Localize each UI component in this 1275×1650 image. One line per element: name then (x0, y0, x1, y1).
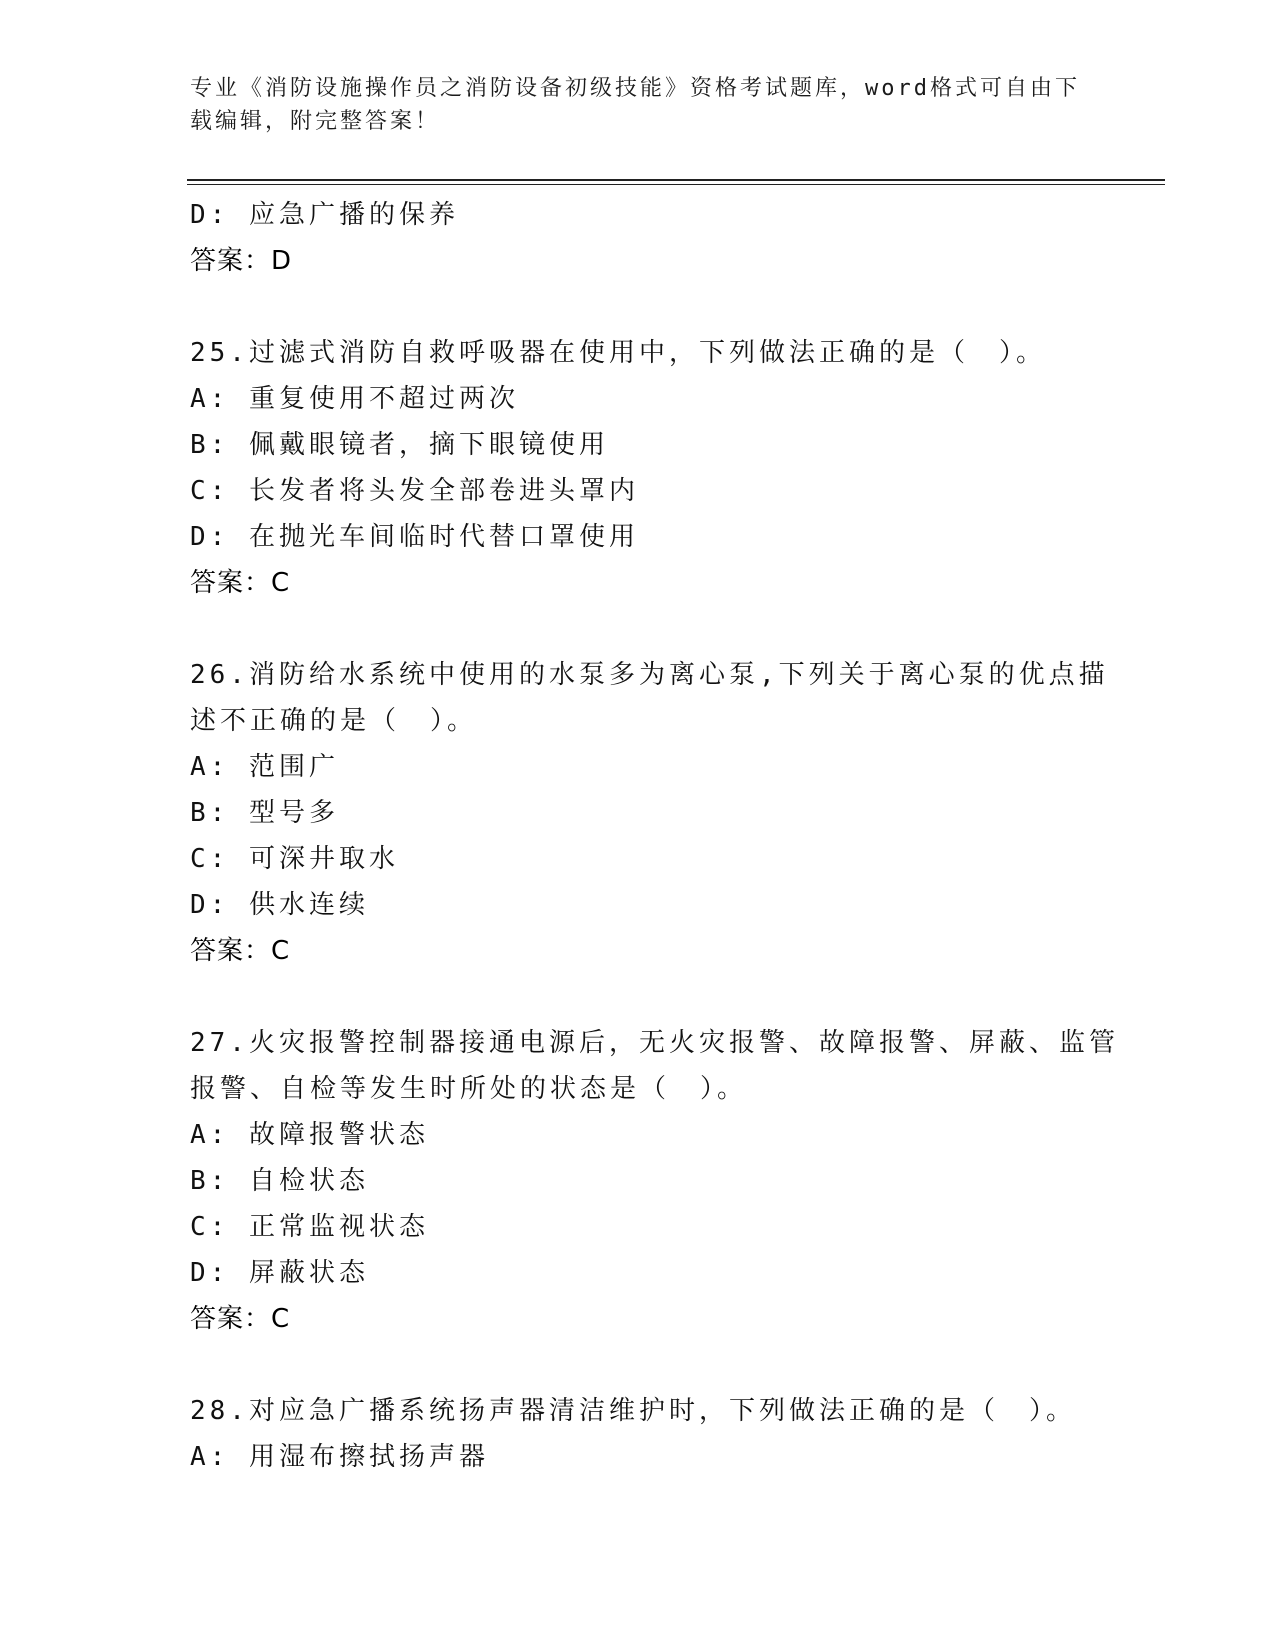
document-header (190, 72, 1090, 138)
answer: 答案：C (190, 1304, 291, 1334)
question-stem: 28.对应急广播系统扬声器清洁维护时，下列做法正确的是（ ）。 (190, 1396, 1076, 1426)
option-a: A: 故障报警状态 (190, 1120, 429, 1150)
question-25 (190, 330, 1090, 606)
option-d: D: 屏蔽状态 (190, 1258, 369, 1288)
prev-answer: 答案：D (190, 246, 293, 276)
question-gap (190, 1342, 1090, 1388)
option-c: C: 可深井取水 (190, 844, 399, 874)
question-stem-line-1: 26.消防给水系统中使用的水泵多为离心泵,下列关于离心泵的优点描 (190, 660, 1109, 690)
question-26 (190, 652, 1109, 974)
option-b: B: 佩戴眼镜者，摘下眼镜使用 (190, 430, 609, 460)
question-stem-line-2: 述不正确的是（ ）。 (190, 706, 478, 736)
option-a: A: 范围广 (190, 752, 339, 782)
option-c: C: 长发者将头发全部卷进头罩内 (190, 476, 639, 506)
option-b: B: 自检状态 (190, 1166, 369, 1196)
option-b: B: 型号多 (190, 798, 339, 828)
question-28 (190, 1388, 1090, 1480)
header-line-2: 载编辑，附完整答案！ (190, 109, 441, 134)
option-c: C: 正常监视状态 (190, 1212, 429, 1242)
prev-option-d: D: 应急广播的保养 (190, 200, 459, 230)
question-list (190, 192, 1119, 1480)
option-a: A: 用湿布擦拭扬声器 (190, 1442, 489, 1472)
option-a: A: 重复使用不超过两次 (190, 384, 519, 414)
header-line-1: 专业《消防设施操作员之消防设备初级技能》资格考试题库，word格式可自由下 (190, 76, 1080, 101)
answer: 答案：C (190, 936, 291, 966)
answer: 答案：C (190, 568, 291, 598)
question-stem: 25.过滤式消防自救呼吸器在使用中，下列做法正确的是（ ）。 (190, 338, 1046, 368)
option-d: D: 供水连续 (190, 890, 369, 920)
question-gap (190, 284, 1090, 330)
question-gap (190, 606, 1090, 652)
header-divider-thin (187, 184, 1165, 185)
question-27 (190, 1020, 1119, 1342)
header-divider-thick (187, 179, 1165, 181)
question-gap (190, 974, 1090, 1020)
question-stem-line-2: 报警、自检等发生时所处的状态是（ ）。 (190, 1074, 748, 1104)
question-stem-line-1: 27.火灾报警控制器接通电源后，无火灾报警、故障报警、屏蔽、监管 (190, 1028, 1119, 1058)
option-d: D: 在抛光车间临时代替口罩使用 (190, 522, 639, 552)
